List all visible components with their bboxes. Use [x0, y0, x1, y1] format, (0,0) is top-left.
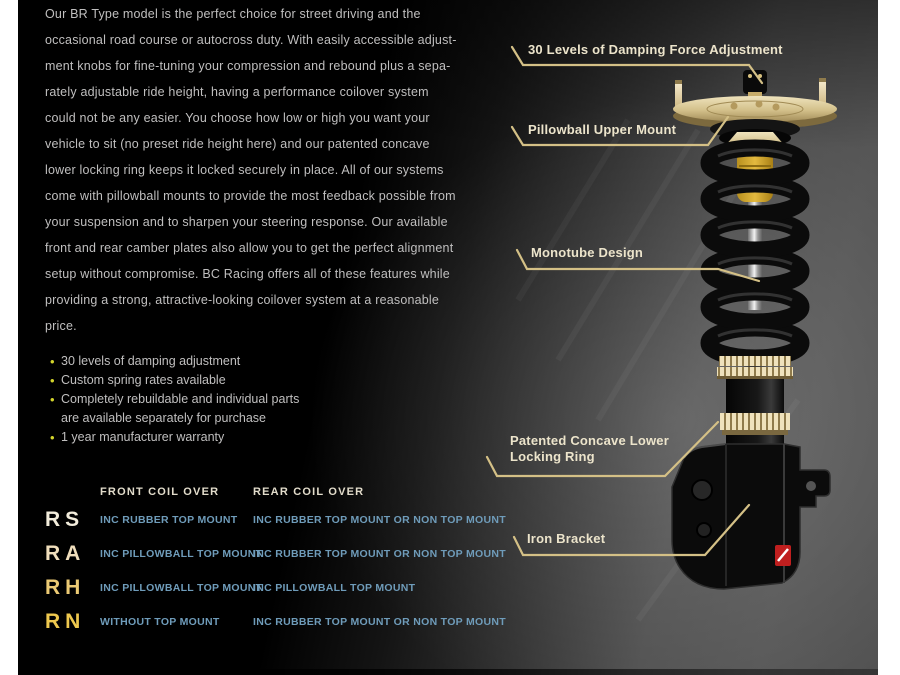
callout-damping: 30 Levels of Damping Force Adjustment: [528, 42, 783, 57]
description-line: Our BR Type model is the perfect choice for street driving and the: [45, 7, 421, 21]
column-header-front: FRONT COIL OVER: [100, 486, 220, 498]
description-line: front and rear camber plates also allow you to get the perfect alignment: [45, 241, 454, 255]
column-header-rear: REAR COIL OVER: [253, 486, 365, 498]
description-line: setup without compromise. BC Racing offers all of these features while: [45, 267, 450, 281]
front-spec: INC PILLOWBALL TOP MOUNT: [100, 582, 263, 594]
description-line: could not be any easier. You choose how low or high you want your: [45, 111, 430, 125]
model-code: RA: [45, 542, 86, 565]
iron-bracket-shape: [672, 444, 830, 589]
front-spec: INC PILLOWBALL TOP MOUNT: [100, 548, 263, 560]
model-code: RH: [45, 576, 86, 599]
bracket-ear-hole: [806, 481, 816, 491]
feature-text: 1 year manufacturer warranty: [61, 430, 225, 444]
bullet-icon: •: [50, 430, 55, 445]
callout-monotube: Monotube Design: [531, 245, 644, 260]
bracket-hole-large: [692, 480, 712, 500]
description-line: come with pillowball mounts to provide the most feedback possible from: [45, 189, 456, 203]
lower-locking-ring: [720, 413, 790, 430]
rear-spec: INC RUBBER TOP MOUNT OR NON TOP MOUNT: [253, 616, 506, 628]
description-line: vehicle to sit (no preset ride height here) and our patented concave: [45, 137, 430, 151]
bracket-hole-small: [697, 523, 711, 537]
spring-seat-ring: [719, 356, 791, 366]
callout-locking-ring-line1: Patented Concave Lower: [510, 433, 669, 448]
brochure-panel: [18, 0, 878, 675]
rear-spec: INC RUBBER TOP MOUNT OR NON TOP MOUNT: [253, 514, 506, 526]
model-code: RN: [45, 610, 86, 633]
description-line: lower locking ring keeps it locked securely in place. All of our systems: [45, 163, 444, 177]
front-spec: INC RUBBER TOP MOUNT: [100, 514, 238, 526]
rear-spec: INC PILLOWBALL TOP MOUNT: [253, 582, 416, 594]
callout-locking-ring-line2: Locking Ring: [510, 449, 595, 464]
callout-pillowball: Pillowball Upper Mount: [528, 122, 677, 137]
feature-text: 30 levels of damping adjustment: [61, 354, 241, 368]
callout-locking-ring: [510, 433, 669, 465]
rear-spec: INC RUBBER TOP MOUNT OR NON TOP MOUNT: [253, 548, 506, 560]
feature-text: Completely rebuildable and individual parts: [61, 392, 300, 406]
coil-spring: [709, 148, 801, 358]
description-line: ment knobs for fine-tuning your compression and rebound plus a sepa-: [45, 59, 451, 73]
description-line: rately adjustable ride height, having a performance coilover system: [45, 85, 429, 99]
bullet-icon: •: [50, 354, 55, 369]
top-plate: [673, 96, 837, 122]
coilover-graphic: [672, 70, 837, 589]
feature-text: are available separately for purchase: [61, 411, 266, 425]
bullet-icon: •: [50, 373, 55, 388]
front-spec: WITHOUT TOP MOUNT: [100, 616, 220, 628]
bullet-icon: •: [50, 392, 55, 407]
description-line: providing a strong, attractive-looking coilover system at a reasonable: [45, 293, 440, 307]
description-line: occasional road course or autocross duty. With easily accessible adjust-: [45, 33, 457, 47]
model-code: RS: [45, 508, 85, 531]
description-line: price.: [45, 319, 77, 333]
callout-iron-bracket: Iron Bracket: [527, 531, 606, 546]
description-line: your suspension and to sharpen your steering response. Our available: [45, 215, 448, 229]
coilover-illustration: [18, 0, 878, 675]
feature-text: Custom spring rates available: [61, 373, 226, 387]
